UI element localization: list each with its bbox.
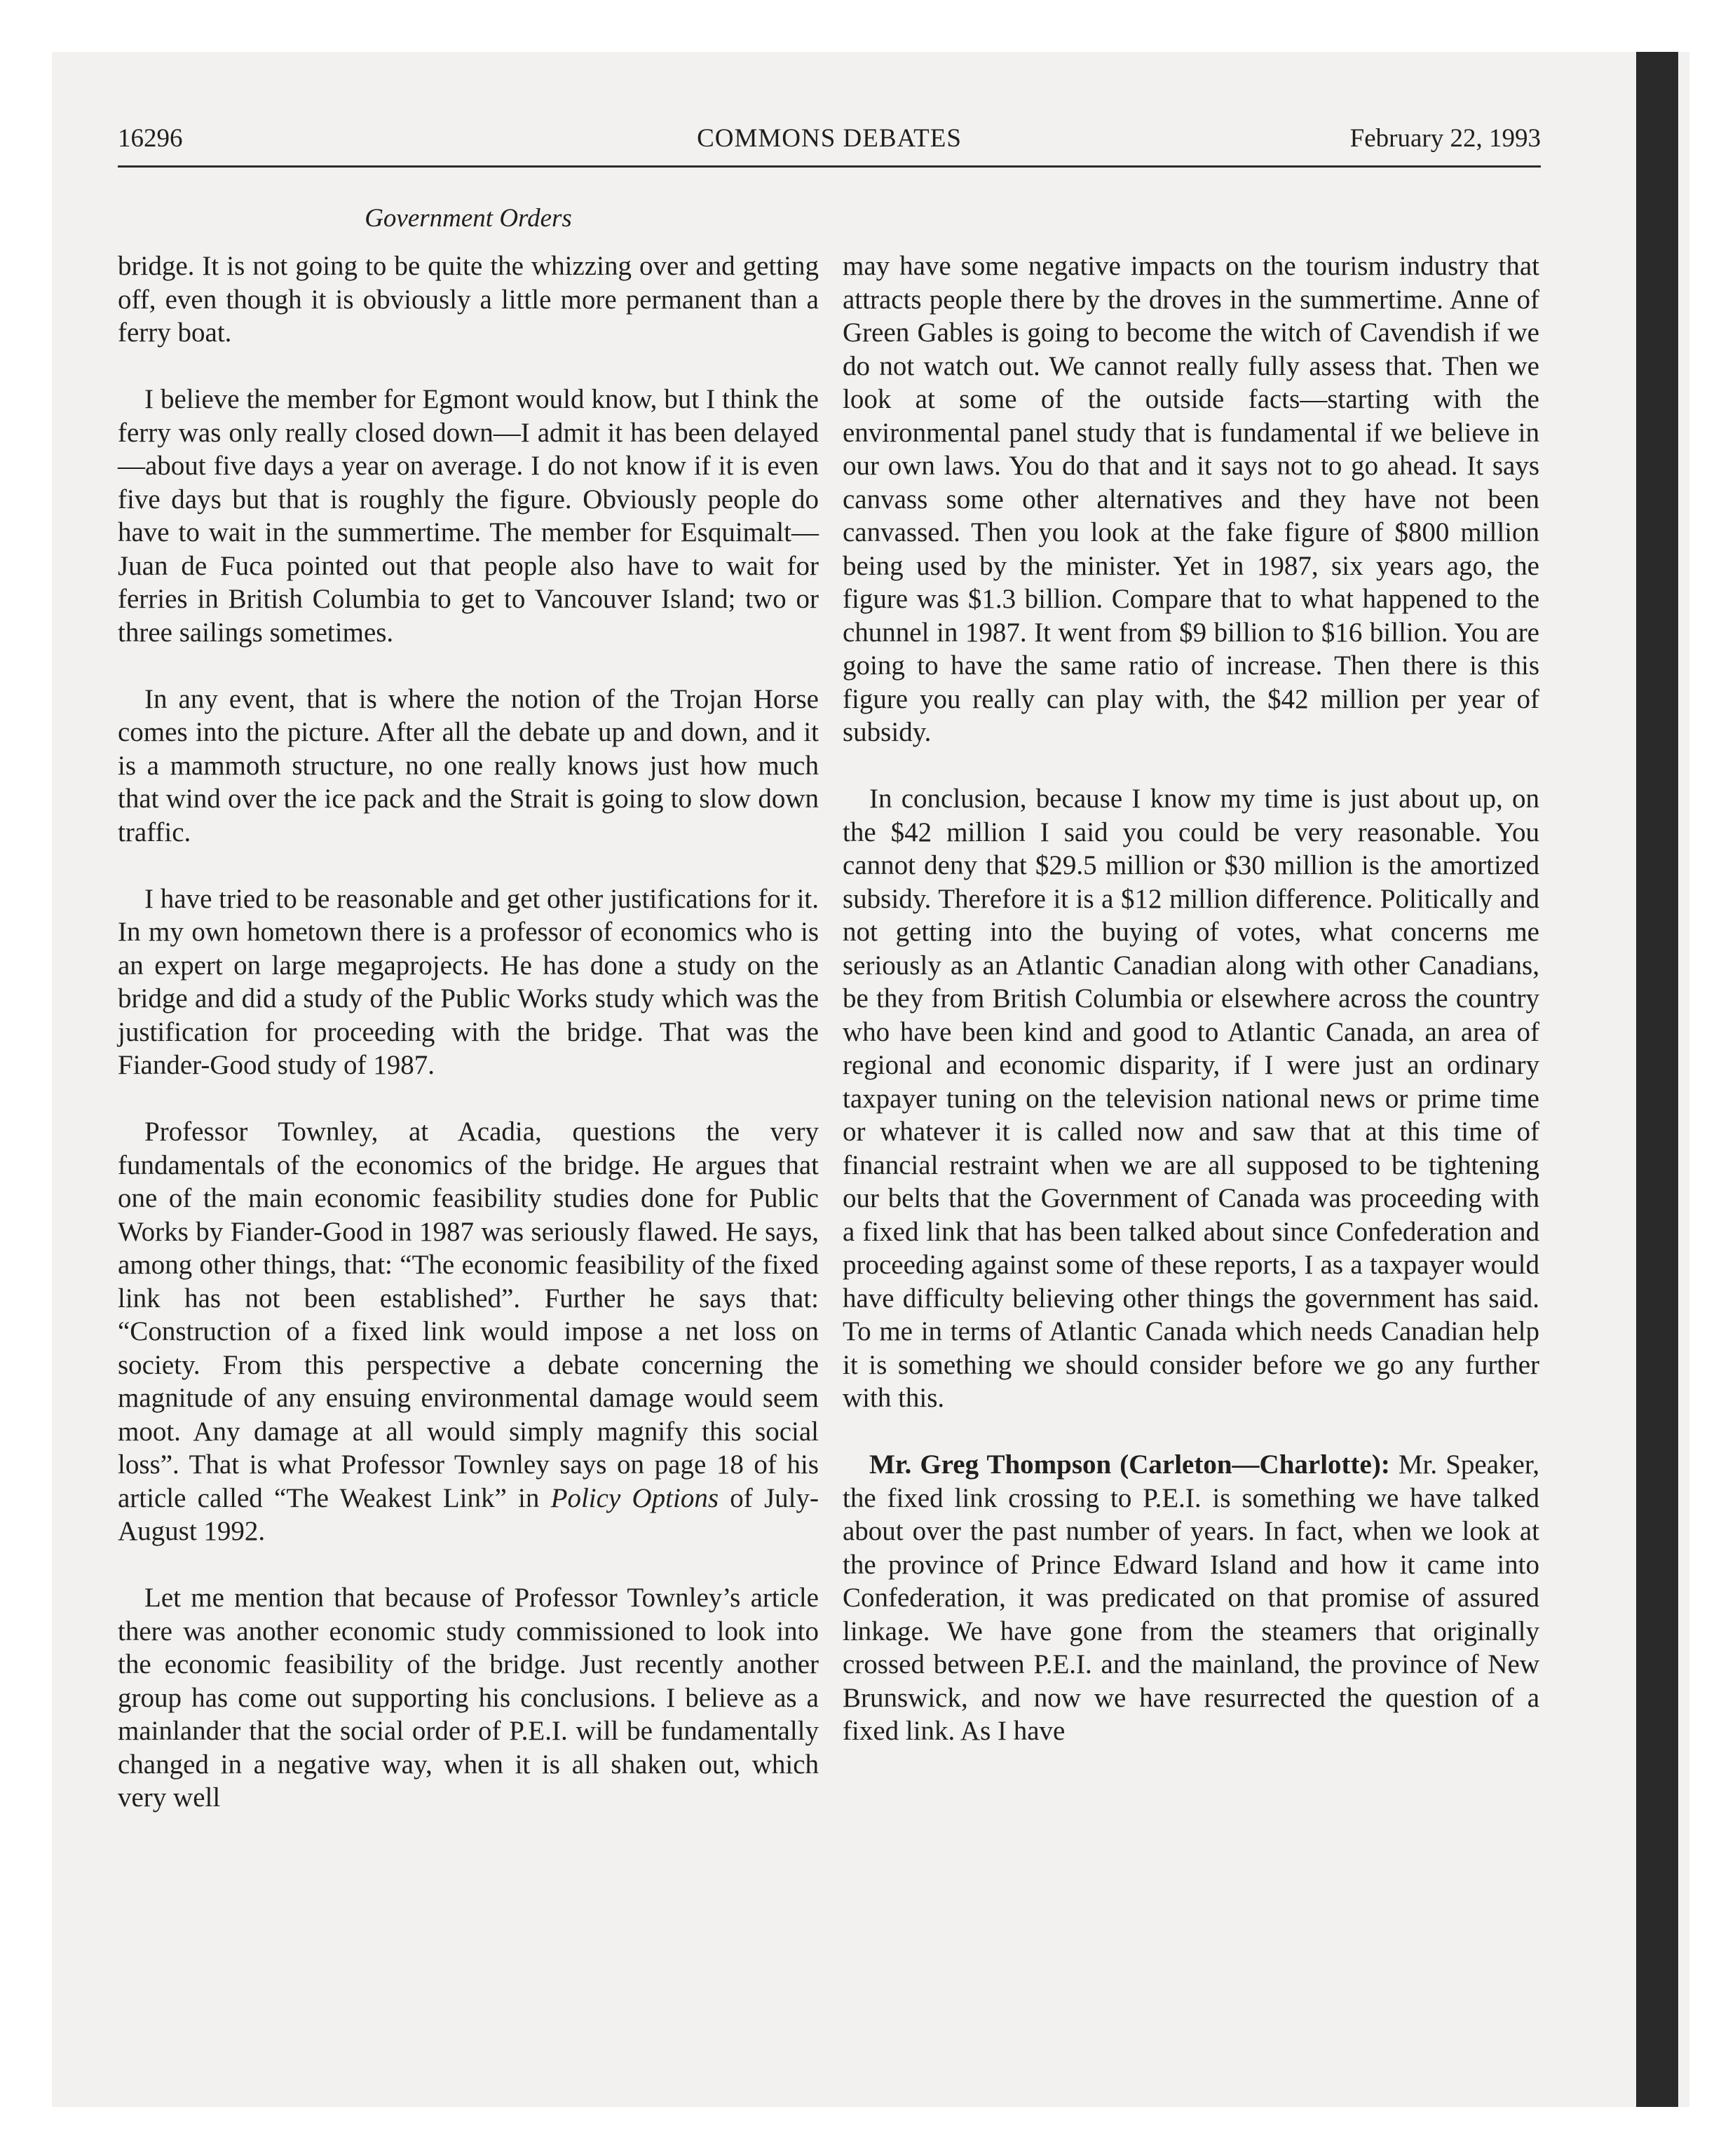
paragraph-text: Professor Townley, at Acadia, questions the very fundamentals of the economics of the bridge. He argues that one of the main economic feasibility studies done for Public Works by Fiander-Good in 1987 was seriously flawed. He says, among other things, that: “The economic feasibility of the fixed link has not been established”. Further he says that: “Construction of a fixed link would impose a net loss on society. From this perspective a debate concerning the magnitude of any ensuing environmental damage would seem moot. Any damage at all would simply magnify this social loss”. That is what Professor Townley says on page 18 of his article called “The Weakest Link” in xyxy=(118,1117,819,1513)
paragraph xyxy=(118,1115,819,1548)
publication-name: Policy Options xyxy=(550,1482,719,1513)
publication-title: COMMONS DEBATES xyxy=(697,124,962,153)
paragraph-text: of July-August 1992. xyxy=(118,1482,819,1546)
running-header xyxy=(118,123,1541,168)
paragraph xyxy=(843,1448,1539,1748)
paragraph: I believe the member for Egmont would know, but I think the ferry was only really closed down—I admit it has been delayed—about five days a year on average. I do not know if it is even five days but that is roughly the figure. Obviously people do have to wait in the summertime. The member for Esquimalt—Juan de Fuca pointed out that people also have to wait for ferries in British Columbia to get to Vancouver Island; two or three sailings sometimes. xyxy=(118,384,819,648)
header-rule xyxy=(118,165,1541,168)
issue-date: February 22, 1993 xyxy=(1349,124,1541,153)
paragraph: bridge. It is not going to be quite the whizzing over and getting off, even though it is obviously a little more permanent than a ferry boat. xyxy=(118,251,819,348)
right-column xyxy=(843,250,1539,1781)
paragraph: I have tried to be reasonable and get other justifications for it. In my own hometown there is a professor of economics who is an expert on large megaprojects. He has done a study on the bridge and did a study of the Public Works study which was the justification for proceeding with the bridge. That was the Fiander-Good study of 1987. xyxy=(118,883,819,1080)
paragraph: Let me mention that because of Professor Townley’s article there was another economic study commissioned to look into the economic feasibility of the bridge. Just recently another group has come out supporting his conclusions. I believe as a mainlander that the social order of P.E.I. will be fundamentally changed in a negative way, when it is all shaken out, which very well xyxy=(118,1583,819,1813)
paragraph: In conclusion, because I know my time is just about up, on the $42 million I said you could be very reasonable. You cannot deny that $29.5 million or $30 million is the amortized subsidy. Therefore it is a $12 million difference. Politically and not getting into the buying of votes, what concerns me seriously as an Atlantic Canadian along with other Canadians, be they from British Columbia or elsewhere across the country who have been kind and good to Atlantic Canada, an area of regional and economic disparity, if I were just an ordinary taxpayer tuning on the television national news or prime time or whatever it is called now and saw that at this time of financial restraint when we are all supposed to be tightening our belts that the Government of Canada was proceeding with a fixed link that has been talked about since Confederation and proceeding against some of these reports, I as a taxpayer would have difficulty believing other things the government has said. To me in terms of Atlantic Canada which needs Canadian help it is something we should consider before we go any further with this. xyxy=(843,784,1539,1413)
speaker-name: Mr. Greg Thompson (Carleton—Charlotte): xyxy=(869,1449,1390,1480)
left-column xyxy=(118,250,819,1848)
paragraph: may have some negative impacts on the tourism industry that attracts people there by the droves in the summertime. Anne of Green Gables is going to become the witch of Cavendish if we do not watch out. We cannot really fully assess that. Then we look at some of the outside facts—starting with the environmental panel study that is fundamental if we believe in our own laws. You do that and it says not to go ahead. It says canvass some other alternatives and they have not been canvassed. Then you look at the fake figure of $800 million being used by the minister. Yet in 1987, six years ago, the figure was $1.3 billion. Compare that to what happened to the chunnel in 1987. It went from $9 billion to $16 billion. You are going to have the same ratio of increase. Then there is this figure you really can play with, the $42 million per year of subsidy. xyxy=(843,251,1539,747)
scan-binding-edge xyxy=(1636,52,1678,2107)
page-number: 16296 xyxy=(118,124,183,153)
section-title: Government Orders xyxy=(365,204,572,233)
paragraph-text: Mr. Speaker, the fixed link crossing to P.E.I. is something we have talked about over the past number of years. In fact, when we look at the province of Prince Edward Island and how it came into Confederation, it was predicated on that promise of assured linkage. We have gone from the steamers that originally crossed between P.E.I. and the mainland, the province of New Brunswick, and now we have resurrected the question of a fixed link. As I have xyxy=(843,1449,1539,1746)
paragraph: In any event, that is where the notion of the Trojan Horse comes into the picture. After all the debate up and down, and it is a mammoth structure, no one really knows just how much that wind over the ice pack and the Strait is going to slow down traffic. xyxy=(118,683,819,847)
